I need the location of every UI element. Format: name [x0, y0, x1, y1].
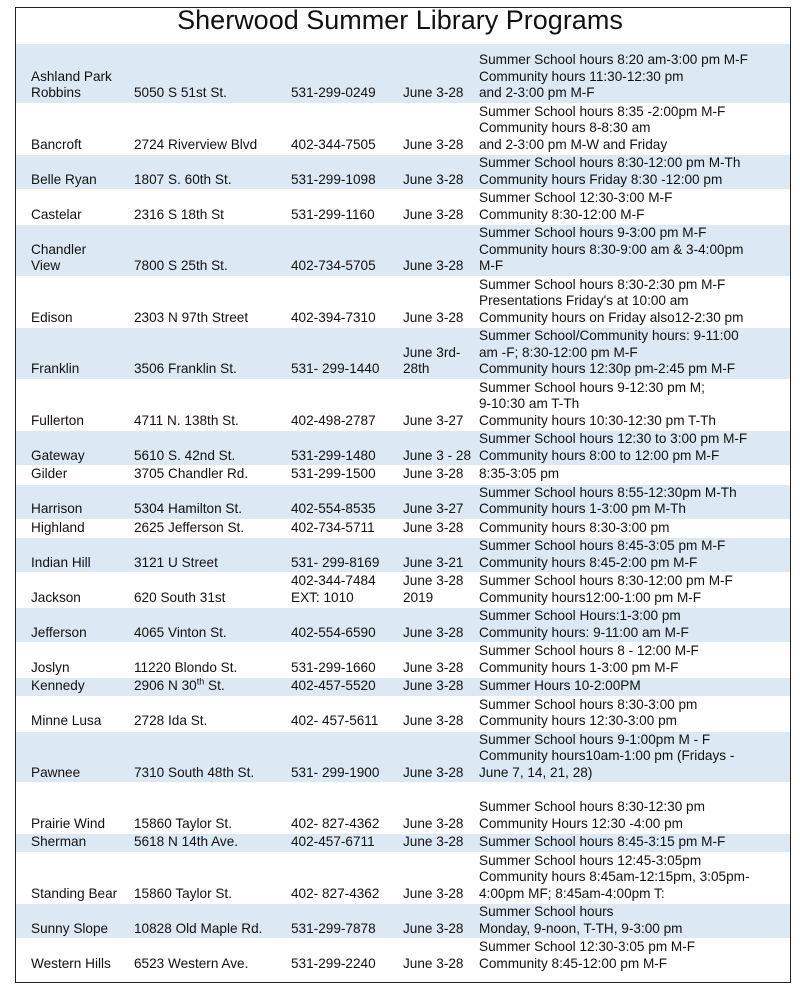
library-name: Kennedy: [16, 678, 119, 697]
program-hours: Summer School hours 9-3:00 pm M-F Community hours 8:30-9:00 am & 3-4:00pm M-F: [479, 225, 790, 277]
table-row: [16, 939, 790, 974]
library-name: Franklin: [16, 328, 119, 380]
library-phone: 531-299-7878: [276, 904, 388, 939]
program-dates: June 3-28: [388, 190, 479, 225]
library-address: 5618 N 14th Ave.: [119, 834, 276, 853]
library-address: 3506 Franklin St.: [119, 328, 276, 380]
library-phone: 402-457-6711: [276, 834, 388, 853]
program-dates: June 3-28: [388, 466, 479, 485]
library-address: 10828 Old Maple Rd.: [119, 904, 276, 939]
library-phone: 402-344-7505: [276, 103, 388, 155]
table-row: [16, 731, 790, 783]
program-dates: June 3-28: [388, 155, 479, 190]
program-dates: June 3 - 28: [388, 431, 479, 466]
library-address: 11220 Blondo St.: [119, 643, 276, 678]
library-phone: 402-734-5705: [276, 225, 388, 277]
library-name: Castelar: [16, 190, 119, 225]
program-hours: Summer School hours 8:55-12:30pm M-Th Community hours 1-3:00 pm M-Th: [479, 484, 790, 519]
library-phone: 402-734-5711: [276, 519, 388, 538]
program-hours: Summer School/Community hours: 9-11:00 am -F; 8:30-12:00 pm M-F Community hours 12:30p pm-2:45 pm M-F: [479, 328, 790, 380]
table-row: [16, 538, 790, 573]
library-name: Prairie Wind: [16, 783, 119, 834]
library-name: Fullerton: [16, 379, 119, 431]
program-hours: Summer School hours Monday, 9-noon, T-TH, 9-3:00 pm: [479, 904, 790, 939]
library-address: 1807 S. 60th St.: [119, 155, 276, 190]
library-address: [119, 678, 276, 697]
library-phone: 402-344-7484 EXT: 1010: [276, 573, 388, 608]
program-dates: June 3-21: [388, 538, 479, 573]
library-phone: 531-299-1160: [276, 190, 388, 225]
table-row: [16, 155, 790, 190]
program-hours: Summer School hours 8:30-2:30 pm M-F Presentations Friday's at 10:00 am Community hours on Friday also12-2:30 pm: [479, 276, 790, 328]
library-name: Jefferson: [16, 608, 119, 643]
library-phone: 402-498-2787: [276, 379, 388, 431]
library-address: 2316 S 18th St: [119, 190, 276, 225]
library-phone: 402-457-5520: [276, 678, 388, 697]
address-text: 2906 N 30: [134, 678, 197, 693]
program-hours: Summer School hours 8:30-3:00 pm Community hours 12:30-3:00 pm: [479, 696, 790, 731]
table-row: [16, 904, 790, 939]
library-name: Western Hills: [16, 939, 119, 974]
program-dates: June 3-27: [388, 379, 479, 431]
library-name: Bancroft: [16, 103, 119, 155]
program-hours: Summer School hours 8:30-12:00 pm M-Th Community hours Friday 8:30 -12:00 pm: [479, 155, 790, 190]
table-row: [16, 484, 790, 519]
table-row: [16, 678, 790, 697]
library-name: Belle Ryan: [16, 155, 119, 190]
library-address: 15860 Taylor St.: [119, 783, 276, 834]
table-row: [16, 783, 790, 834]
program-hours: Summer School 12:30-3:05 pm M-F Community 8:45-12:00 pm M-F: [479, 939, 790, 974]
program-dates: June 3-28: [388, 939, 479, 974]
library-phone: 531-299-1500: [276, 466, 388, 485]
library-name: Highland: [16, 519, 119, 538]
program-dates: June 3-28: [388, 608, 479, 643]
library-address: 5610 S. 42nd St.: [119, 431, 276, 466]
library-address: 2625 Jefferson St.: [119, 519, 276, 538]
program-hours: Summer School hours 8:20 am-3:00 pm M-F Community hours 11:30-12:30 pm and 2-3:00 pm M-F: [479, 44, 790, 103]
program-dates: June 3-28: [388, 696, 479, 731]
library-phone: 531-299-1660: [276, 643, 388, 678]
library-name: Jackson: [16, 573, 119, 608]
page-title: Sherwood Summer Library Programs: [177, 5, 623, 35]
library-address: 2728 Ida St.: [119, 696, 276, 731]
library-phone: 531-299-0249: [276, 44, 388, 103]
program-hours: Summer Hours 10-2:00PM: [479, 678, 790, 697]
library-phone: 531- 299-8169: [276, 538, 388, 573]
library-name: Sherman: [16, 834, 119, 853]
library-address: 4711 N. 138th St.: [119, 379, 276, 431]
table-row: [16, 643, 790, 678]
table-row: [16, 190, 790, 225]
library-name: Standing Bear: [16, 852, 119, 904]
library-phone: 402-554-8535: [276, 484, 388, 519]
table-row: [16, 696, 790, 731]
library-name: Edison: [16, 276, 119, 328]
library-name: Indian Hill: [16, 538, 119, 573]
table-row: [16, 834, 790, 853]
library-phone: 402- 827-4362: [276, 783, 388, 834]
table-row: [16, 103, 790, 155]
library-name: Joslyn: [16, 643, 119, 678]
library-address: 6523 Western Ave.: [119, 939, 276, 974]
library-address: 2724 Riverview Blvd: [119, 103, 276, 155]
table-row: [16, 225, 790, 277]
library-name: Ashland Park Robbins: [16, 44, 119, 103]
library-name: Harrison: [16, 484, 119, 519]
program-hours: 8:35-3:05 pm: [479, 466, 790, 485]
library-address: 2303 N 97th Street: [119, 276, 276, 328]
library-phone: 402-394-7310: [276, 276, 388, 328]
library-address: 7310 South 48th St.: [119, 731, 276, 783]
programs-table: [16, 44, 790, 974]
program-dates: June 3rd- 28th: [388, 328, 479, 380]
table-row: [16, 44, 790, 103]
program-dates: June 3-28: [388, 276, 479, 328]
library-name: Sunny Slope: [16, 904, 119, 939]
program-hours: Summer School hours 12:30 to 3:00 pm M-F Community hours 8:00 to 12:00 pm M-F: [479, 431, 790, 466]
table-row: [16, 466, 790, 485]
program-dates: June 3-28: [388, 103, 479, 155]
program-hours: Summer School hours 8:30-12:00 pm M-F Community hours12:00-1:00 pm M-F: [479, 573, 790, 608]
library-name: Chandler View: [16, 225, 119, 277]
library-phone: 402- 457-5611: [276, 696, 388, 731]
program-dates: June 3-28: [388, 834, 479, 853]
program-dates: June 3-28: [388, 225, 479, 277]
library-phone: 531- 299-1440: [276, 328, 388, 380]
program-hours: Summer School hours 8:30-12:30 pm Community Hours 12:30 -4:00 pm: [479, 783, 790, 834]
library-name: Gilder: [16, 466, 119, 485]
program-hours: Summer School hours 8:45-3:15 pm M-F: [479, 834, 790, 853]
library-address: 4065 Vinton St.: [119, 608, 276, 643]
program-dates: June 3-28: [388, 519, 479, 538]
library-address: 5050 S 51st St.: [119, 44, 276, 103]
table-row: [16, 608, 790, 643]
library-phone: 531- 299-1900: [276, 731, 388, 783]
library-address: 3705 Chandler Rd.: [119, 466, 276, 485]
table-row: [16, 573, 790, 608]
table-row: [16, 328, 790, 380]
library-address: 3121 U Street: [119, 538, 276, 573]
program-hours: Community hours 8:30-3:00 pm: [479, 519, 790, 538]
library-phone: 402-554-6590: [276, 608, 388, 643]
program-hours: Summer School hours 8:35 -2:00pm M-F Community hours 8-8:30 am and 2-3:00 pm M-W and Friday: [479, 103, 790, 155]
library-address: 7800 S 25th St.: [119, 225, 276, 277]
program-dates: June 3-28: [388, 44, 479, 103]
table-row: [16, 379, 790, 431]
program-dates: June 3-28 2019: [388, 573, 479, 608]
table-row: [16, 519, 790, 538]
library-name: Minne Lusa: [16, 696, 119, 731]
program-hours: Summer School 12:30-3:00 M-F Community 8:30-12:00 M-F: [479, 190, 790, 225]
program-dates: June 3-28: [388, 852, 479, 904]
address-text: St.: [204, 678, 225, 693]
library-address: 5304 Hamilton St.: [119, 484, 276, 519]
program-dates: June 3-28: [388, 643, 479, 678]
program-hours: Summer School hours 9-12:30 pm M; 9-10:30 am T-Th Community hours 10:30-12:30 pm T-Th: [479, 379, 790, 431]
table-row: [16, 852, 790, 904]
program-hours: Summer School Hours:1-3:00 pm Community hours: 9-11:00 am M-F: [479, 608, 790, 643]
library-phone: 531-299-2240: [276, 939, 388, 974]
library-address: 15860 Taylor St.: [119, 852, 276, 904]
program-dates: June 3-28: [388, 904, 479, 939]
program-hours: Summer School hours 8:45-3:05 pm M-F Community hours 8:45-2:00 pm M-F: [479, 538, 790, 573]
program-dates: June 3-27: [388, 484, 479, 519]
library-address: 620 South 31st: [119, 573, 276, 608]
library-name: Gateway: [16, 431, 119, 466]
program-hours: Summer School hours 9-1:00pm M - F Community hours10am-1:00 pm (Fridays - June 7, 14, 21, 28): [479, 731, 790, 783]
program-dates: June 3-28: [388, 783, 479, 834]
library-name: Pawnee: [16, 731, 119, 783]
table-row: [16, 431, 790, 466]
program-dates: June 3-28: [388, 731, 479, 783]
table-row: [16, 276, 790, 328]
program-hours: Summer School hours 12:45-3:05pm Community hours 8:45am-12:15pm, 3:05pm- 4:00pm MF; 8:45am-4:00pm T:: [479, 852, 790, 904]
program-dates: June 3-28: [388, 678, 479, 697]
library-phone: 402- 827-4362: [276, 852, 388, 904]
address-superscript: th: [196, 677, 205, 687]
program-hours: Summer School hours 8 - 12:00 M-F Community hours 1-3:00 pm M-F: [479, 643, 790, 678]
library-phone: 531-299-1480: [276, 431, 388, 466]
library-phone: 531-299-1098: [276, 155, 388, 190]
